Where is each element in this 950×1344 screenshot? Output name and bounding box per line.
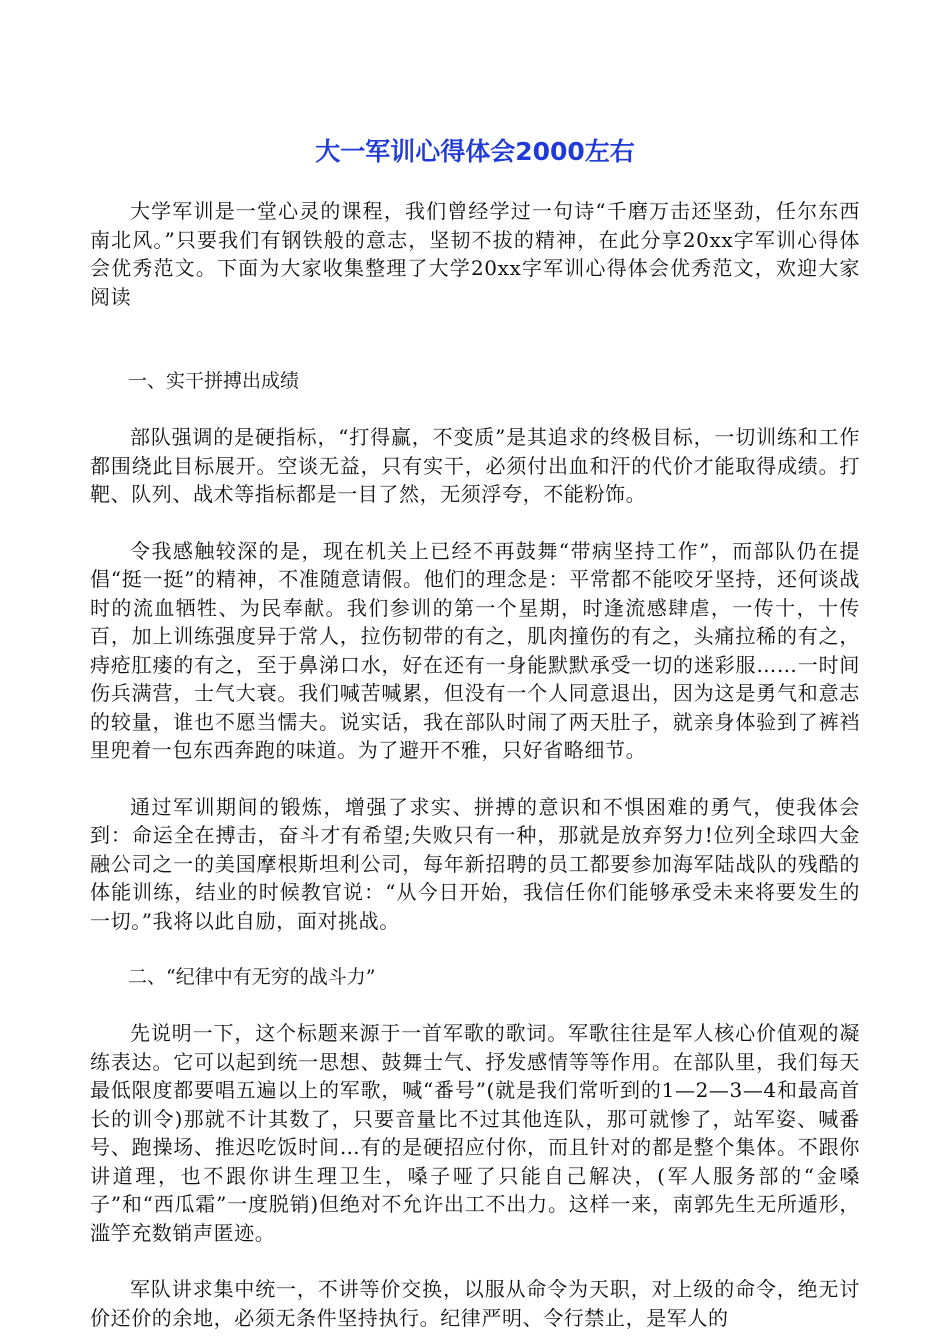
- document-title: 大一军训心得体会2000左右: [315, 137, 635, 166]
- paragraph-2: 令我感触较深的是，现在机关上已经不再鼓舞“带病坚持工作”，而部队仍在提倡“挺一挺”的精神，不准随意请假。他们的理念是：平常都不能咬牙坚持，还何谈战时的流血牺牲、为民奉献。我们参训的第一个星期，时逢流感肆虐，一传十，十传百，加上训练强度异于常人，拉伤韧带的有之，肌肉撞伤的有之，头痛拉稀的有之，痔疮肛瘘的有之，至于鼻涕口水，好在还有一身能默默承受一切的迷彩服……一时间伤兵满营，士气大衰。我们喊苦喊累，但没有一个人同意退出，因为这是勇气和意志的较量，谁也不愿当懦夫。说实话，我在部队时闹了两天肚子，就亲身体验到了裤裆里兜着一包东西奔跑的味道。为了避开不雅，只好省略细节。: [90, 538, 860, 762]
- paragraph-4: 先说明一下，这个标题来源于一首军歌的歌词。军歌往往是军人核心价值观的凝练表达。它可以起到统一思想、鼓舞士气、抒发感情等等作用。在部队里，我们每天最低限度都要唱五遍以上的军歌，喊“番号”(就是我们常听到的1—2—3—4和最高首长的训令)那就不计其数了，只要音量比不过其他连队，那可就惨了，站军姿、喊番号、跑操场、推迟吃饭时间…有的是硬招应付你，而且针对的都是整个集体。不跟你讲道理，也不跟你讲生理卫生，嗓子哑了只能自己解决，(军人服务部的“金嗓子”和“西瓜霜”一度脱销)但绝对不允许出工不出力。这样一来，南郭先生无所遁形，滥竽充数销声匿迹。: [90, 1021, 860, 1245]
- section-heading-2: 二、“纪律中有无穷的战斗力”: [128, 966, 376, 988]
- document-page: [90, 0, 860, 1332]
- paragraph-5: 军队讲求集中统一，不讲等价交换，以服从命令为天职，对上级的命令，绝无讨价还价的余地，必须无条件坚持执行。纪律严明、令行禁止，是军人的: [90, 1277, 860, 1330]
- section-heading-1: 一、实干拼搏出成绩: [128, 370, 300, 392]
- paragraph-3: 通过军训期间的锻炼，增强了求实、拼搏的意识和不惧困难的勇气，使我体会到：命运全在搏击，奋斗才有希望;失败只有一种，那就是放弃努力!位列全球四大金融公司之一的美国摩根斯坦利公司，每年新招聘的员工都要参加海军陆战队的残酷的体能训练，结业的时候教官说：“从今日开始，我信任你们能够承受未来将要发生的一切。”我将以此自励，面对挑战。: [90, 794, 860, 933]
- paragraph-1: 部队强调的是硬指标，“打得赢，不变质”是其追求的终极目标，一切训练和工作都围绕此目标展开。空谈无益，只有实干，必须付出血和汗的代价才能取得成绩。打靶、队列、战术等指标都是一目了然，无须浮夸，不能粉饰。: [90, 425, 860, 506]
- intro-paragraph: 大学军训是一堂心灵的课程，我们曾经学过一句诗“千磨万击还坚劲，任尔东西南北风。”只要我们有钢铁般的意志，坚韧不拔的精神，在此分享20xx字军训心得体会优秀范文。下面为大家收集整理了大学20xx字军训心得体会优秀范文，欢迎大家阅读: [90, 199, 860, 309]
